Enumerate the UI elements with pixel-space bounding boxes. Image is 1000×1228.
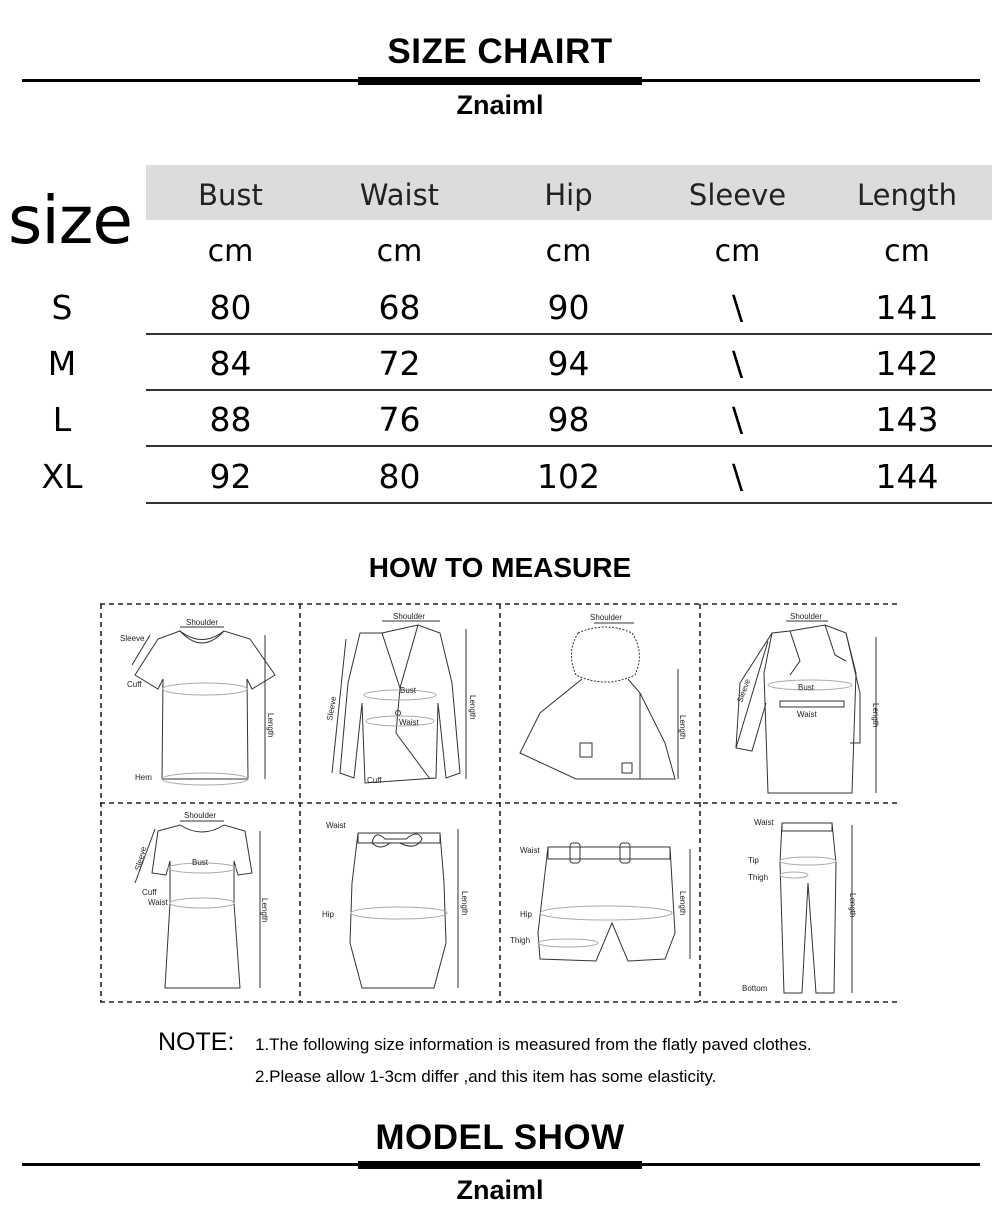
label-length: Length [678,715,687,740]
value-cell: 80 [209,288,252,327]
header-accent-bar [358,77,642,85]
header-accent-bar [358,1161,642,1169]
label-bust: Bust [798,683,815,692]
column-header-waist: Waist [359,178,440,212]
size-corner-label: size [8,182,132,259]
dress-diagram [133,811,269,988]
unit-cell: cm [207,234,254,269]
label-shoulder: Shoulder [790,612,823,621]
value-cell: 90 [547,288,590,327]
label-sleeve: Sleeve [735,677,753,704]
value-cell: 143 [875,400,939,439]
label-cuff: Cuff [127,680,142,689]
value-cell: \ [731,344,744,383]
column-header-bust: Bust [198,178,263,212]
label-hip: Hip [520,910,533,919]
brand-name: Znaiml [456,90,544,120]
label-sleeve: Sleeve [133,845,149,872]
value-cell: 98 [547,400,590,439]
shorts-diagram [510,843,690,961]
value-cell: \ [731,288,744,327]
row-divider [146,389,992,391]
label-shoulder: Shoulder [590,613,623,622]
unit-cell: cm [376,234,423,269]
note-line-1: 1.The following size information is measured from the flatly paved clothes. [255,1035,812,1054]
hooded-cape-diagram [520,613,687,779]
trousers-diagram [742,818,857,993]
value-cell: 141 [875,288,939,327]
value-cell: 102 [537,457,600,496]
label-bust: Bust [400,686,417,695]
value-cell: 76 [378,400,421,439]
column-header-hip: Hip [544,178,593,212]
label-sleeve: Sleeve [325,695,339,722]
label-length: Length [468,695,477,720]
value-cell: \ [731,400,744,439]
grid-dashed-lines [100,604,900,1002]
model-show-title: MODEL SHOW [375,1118,625,1157]
label-length: Length [848,893,857,918]
column-header-length: Length [856,178,958,212]
label-thigh: Thigh [510,936,531,945]
value-cell: 142 [875,344,939,383]
belted-coat-diagram [735,612,880,793]
value-cell: 72 [378,344,421,383]
row-divider [146,502,992,504]
label-length: Length [678,891,687,916]
label-waist: Waist [754,818,774,827]
label-waist: Waist [399,718,419,727]
label-waist: Waist [326,821,346,830]
row-divider [146,445,992,447]
label-cuff: Cuff [142,888,157,897]
unit-cell: cm [714,234,761,269]
note-label: NOTE: [158,1028,235,1056]
value-cell: 84 [209,344,252,383]
how-to-measure-title: HOW TO MEASURE [368,552,632,583]
blazer-diagram [325,612,477,785]
label-length: Length [871,703,880,728]
value-cell: 68 [378,288,421,327]
tshirt-diagram [120,618,275,785]
label-shoulder: Shoulder [184,811,217,820]
size-chart-title: SIZE CHAIRT [387,32,613,71]
row-divider [146,333,992,335]
brand-name: Znaiml [456,1175,544,1205]
label-hem: Hem [135,773,152,782]
note-line-2: 2.Please allow 1-3cm differ ,and this item has some elasticity. [255,1067,717,1086]
value-cell: 88 [209,400,252,439]
unit-cell: cm [884,234,930,269]
row-size-label: S [51,288,73,327]
label-cuff: Cuff [367,776,382,785]
row-size-label: XL [41,457,83,496]
row-size-label: L [52,400,72,439]
value-cell: 92 [209,457,252,496]
value-cell: 94 [547,344,590,383]
label-tip: Tip [748,856,759,865]
label-length: Length [460,891,469,916]
label-length: Length [260,898,269,923]
value-cell: 144 [875,457,939,496]
label-bust: Bust [192,858,209,867]
label-waist: Waist [797,710,817,719]
column-header-sleeve: Sleeve [688,178,787,212]
row-size-label: M [47,344,77,383]
label-thigh: Thigh [748,873,769,882]
label-waist: Waist [520,846,540,855]
value-cell: \ [731,457,744,496]
label-shoulder: Shoulder [186,618,219,627]
label-length: Length [266,713,275,738]
label-bottom: Bottom [742,984,768,993]
label-waist: Waist [148,898,168,907]
label-hip: Hip [322,910,335,919]
label-sleeve: Sleeve [120,634,145,643]
value-cell: 80 [378,457,421,496]
label-shoulder: Shoulder [393,612,426,621]
measure-diagram-grid [100,603,900,1003]
unit-cell: cm [545,234,592,269]
skirt-diagram [322,821,469,988]
